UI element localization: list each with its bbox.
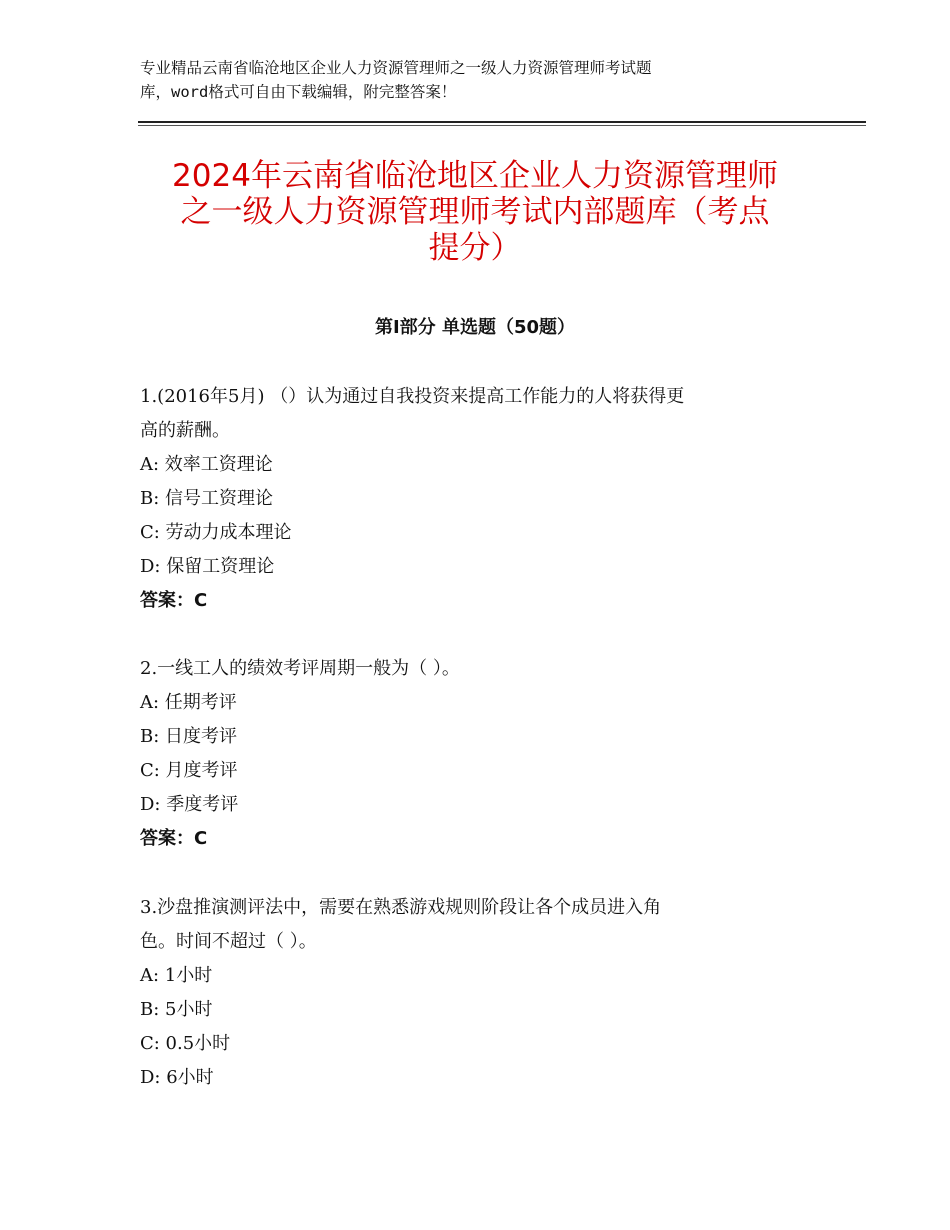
section-title: 第Ⅰ部分 单选题（50题） [374, 317, 575, 338]
header-note-line-2: 库，word格式可自由下载编辑，附完整答案！ [140, 83, 457, 101]
header-note [140, 56, 780, 104]
option-d: D: 保留工资理论 [140, 556, 275, 577]
question-text [140, 891, 820, 959]
option-d: D: 季度考评 [140, 794, 239, 815]
question-text [140, 380, 820, 448]
document-title [120, 158, 830, 266]
option-c: C: 劳动力成本理论 [140, 522, 292, 543]
option-b: B: 5小时 [140, 999, 213, 1020]
question-text-line-2: 色。时间不超过（ ）。 [140, 931, 317, 952]
question-text-line-1: 2.一线工人的绩效考评周期一般为（ ）。 [140, 658, 460, 679]
answer: 答案：C [140, 828, 208, 849]
question-text [140, 652, 820, 686]
option-c: C: 0.5小时 [140, 1033, 231, 1054]
option-a: A: 任期考评 [140, 692, 237, 713]
option-a: A: 1小时 [140, 965, 213, 986]
question-1 [140, 380, 820, 618]
option-b: B: 日度考评 [140, 726, 238, 747]
document-title-line-2: 之一级人力资源管理师考试内部题库（考点 [180, 194, 770, 230]
header-divider-thick [138, 121, 866, 123]
question-3 [140, 891, 820, 1095]
option-d: D: 6小时 [140, 1067, 214, 1088]
question-text-line-1: 1.(2016年5月) （）认为通过自我投资来提高工作能力的人将获得更 [140, 386, 685, 407]
document-title-line-1: 2024年云南省临沧地区企业人力资源管理师 [172, 158, 778, 194]
header-note-line-1: 专业精品云南省临沧地区企业人力资源管理师之一级人力资源管理师考试题 [140, 59, 652, 77]
question-2 [140, 652, 820, 856]
option-a: A: 效率工资理论 [140, 454, 273, 475]
header-divider-thin [138, 125, 866, 126]
question-text-line-2: 高的薪酬。 [140, 420, 230, 441]
document-title-line-3: 提分） [428, 230, 522, 266]
option-b: B: 信号工资理论 [140, 488, 274, 509]
answer: 答案：C [140, 590, 208, 611]
question-text-line-1: 3.沙盘推演测评法中，需要在熟悉游戏规则阶段让各个成员进入角 [140, 897, 662, 918]
option-c: C: 月度考评 [140, 760, 238, 781]
